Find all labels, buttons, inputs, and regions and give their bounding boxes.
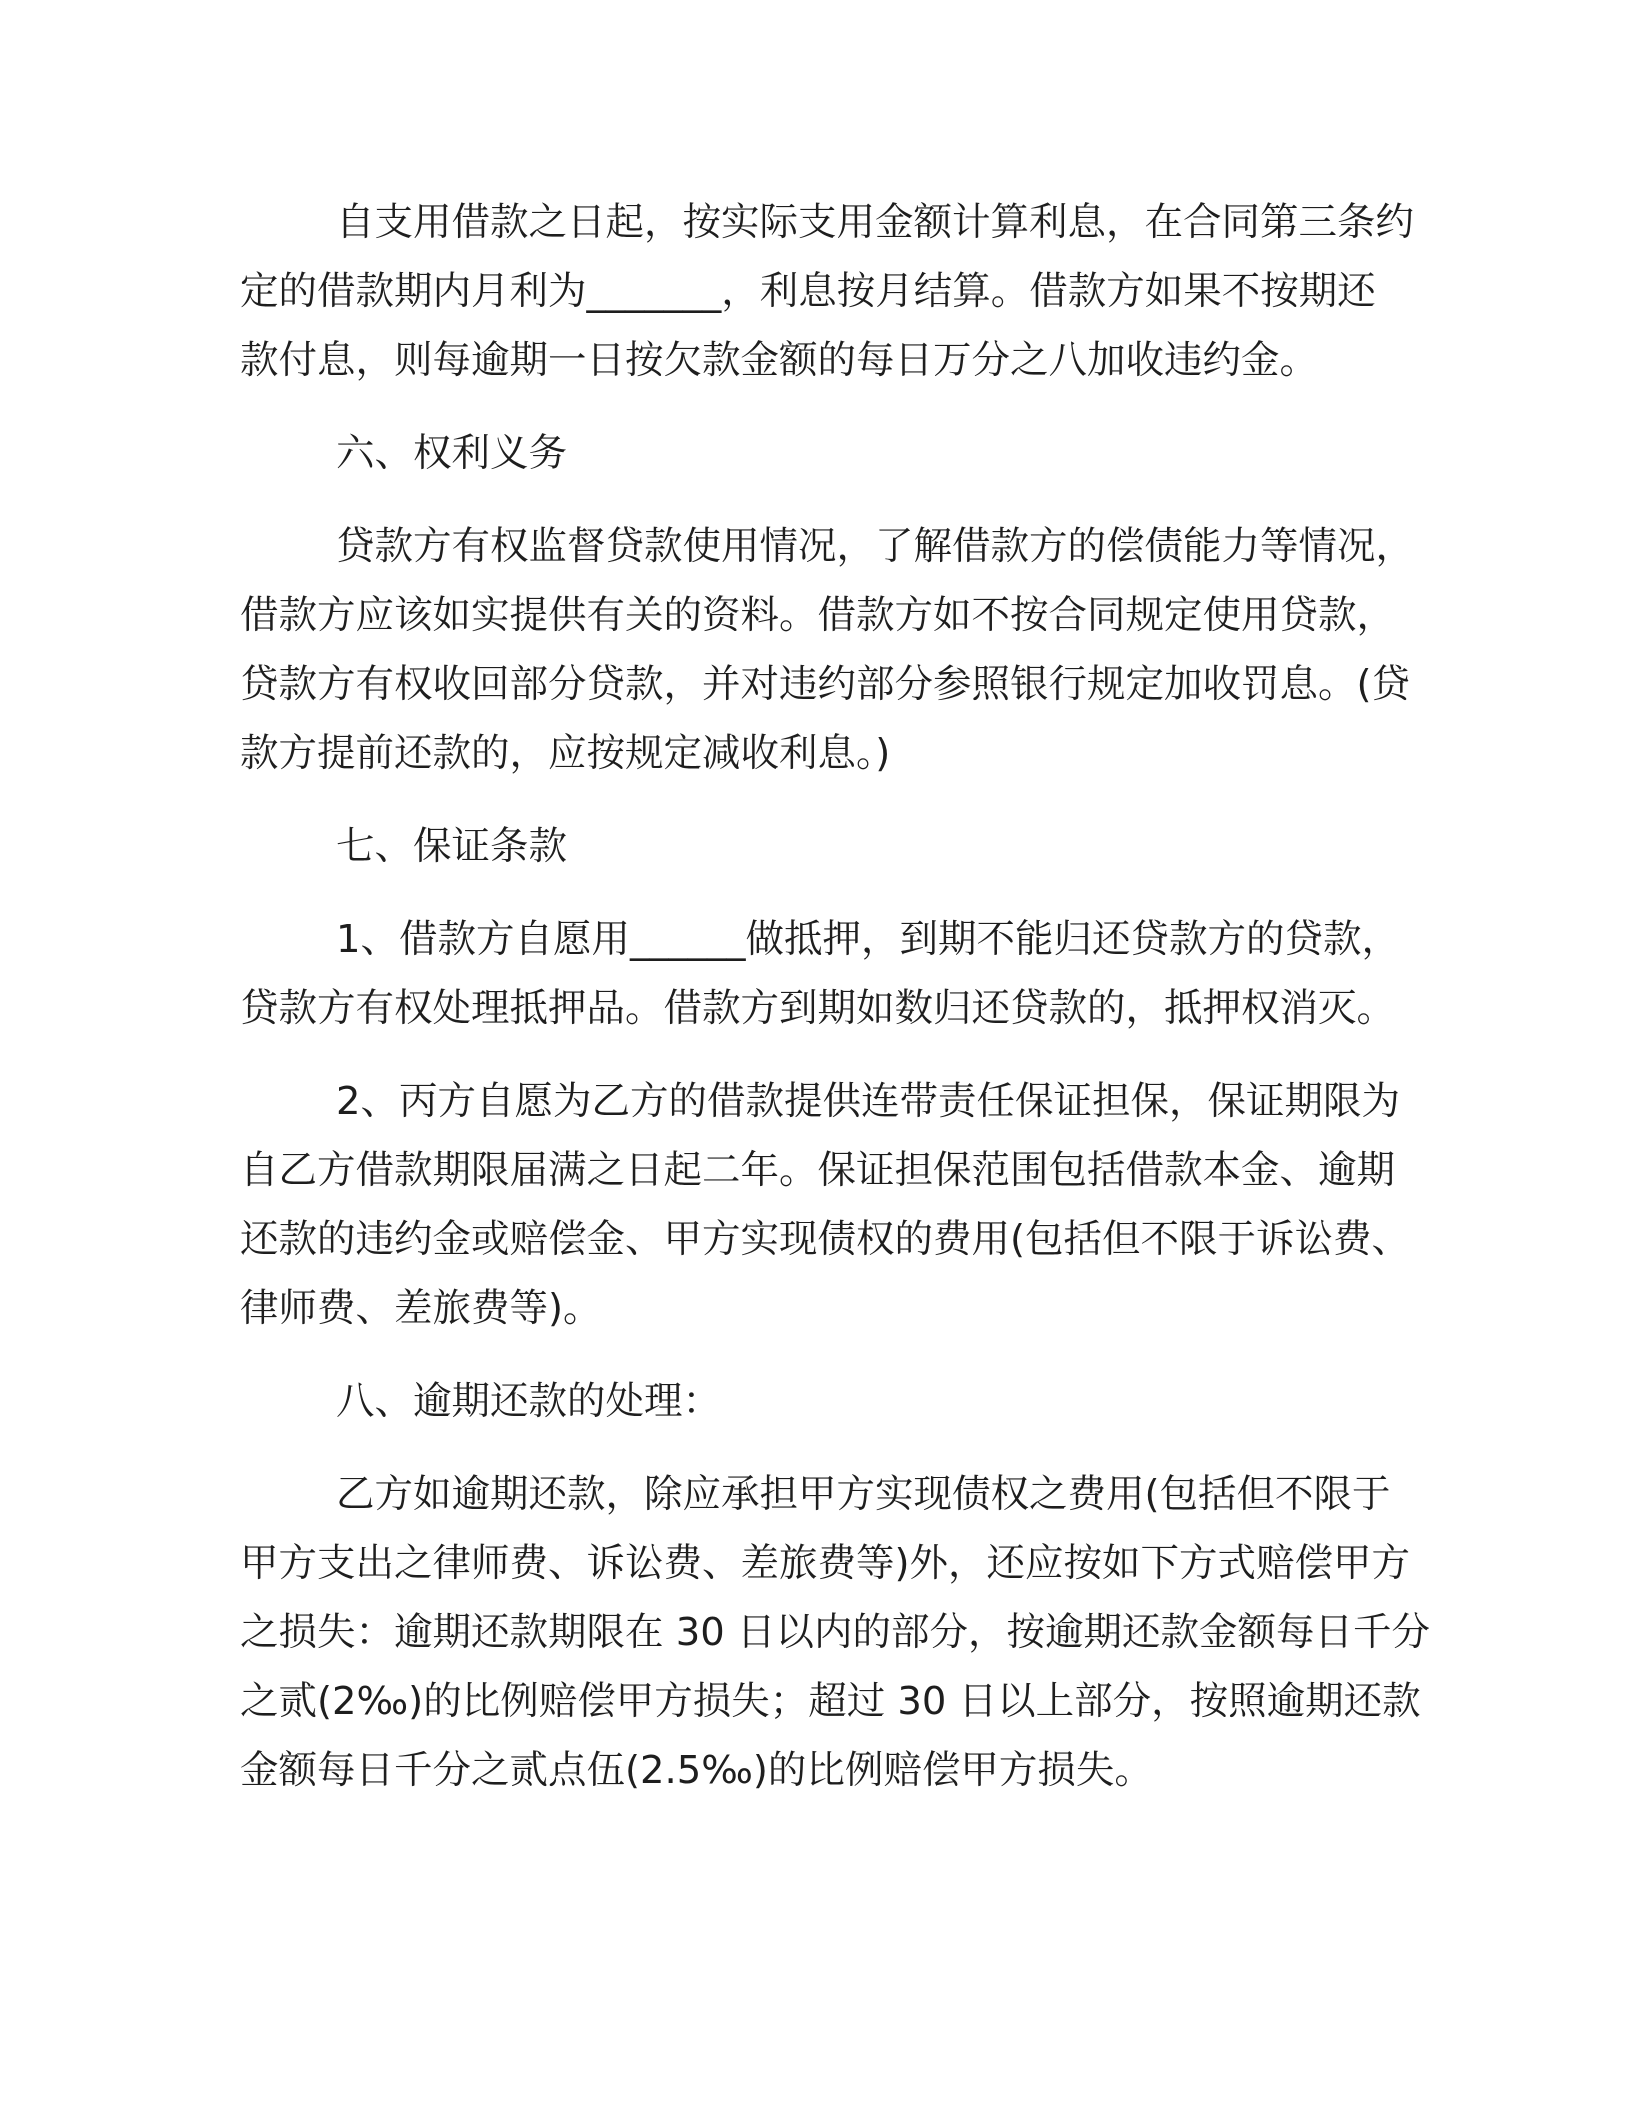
text-line: 款付息，则每逾期一日按欠款金额的每日万分之八加收违约金。 — [240, 338, 1319, 383]
paragraph-guarantee-2 — [240, 1067, 1411, 1343]
text-line: 还款的违约金或赔偿金、甲方实现债权的费用(包括但不限于诉讼费、 — [240, 1217, 1411, 1262]
text-line: 律师费、差旅费等)。 — [240, 1286, 602, 1331]
text-line: 贷款方有权监督贷款使用情况，了解借款方的偿债能力等情况， — [336, 524, 1415, 569]
document-body — [240, 188, 1430, 1829]
text-line: 借款方应该如实提供有关的资料。借款方如不按合同规定使用贷款， — [240, 593, 1396, 638]
text-line: 甲方支出之律师费、诉讼费、差旅费等)外，还应按如下方式赔偿甲方 — [240, 1541, 1411, 1586]
section-heading-rights: 六、权利义务 — [336, 431, 568, 476]
text-line: 贷款方有权处理抵押品。借款方到期如数归还贷款的，抵押权消灭。 — [240, 986, 1396, 1031]
text-line: 1、借款方自愿用______做抵押，到期不能归还贷款方的贷款， — [336, 917, 1400, 962]
text-line: 定的借款期内月利为_______，利息按月结算。借款方如果不按期还 — [240, 269, 1376, 314]
text-line: 自支用借款之日起，按实际支用金额计算利息，在合同第三条约 — [336, 200, 1415, 245]
paragraph-interest — [240, 188, 1415, 395]
text-line: 贷款方有权收回部分贷款，并对违约部分参照银行规定加收罚息。(贷 — [240, 662, 1411, 707]
text-line: 之损失：逾期还款期限在 30 日以内的部分，按逾期还款金额每日千分 — [240, 1610, 1430, 1655]
text-line: 乙方如逾期还款，除应承担甲方实现债权之费用(包括但不限于 — [336, 1472, 1391, 1517]
text-line: 款方提前还款的，应按规定减收利息。) — [240, 731, 891, 776]
text-line: 之贰(2‰)的比例赔偿甲方损失；超过 30 日以上部分，按照逾期还款 — [240, 1679, 1421, 1724]
paragraph-overdue — [240, 1460, 1430, 1805]
text-line: 自乙方借款期限届满之日起二年。保证担保范围包括借款本金、逾期 — [240, 1148, 1396, 1193]
paragraph-guarantee-1 — [240, 905, 1400, 1043]
paragraph-rights — [240, 512, 1415, 788]
section-heading-overdue: 八、逾期还款的处理： — [336, 1379, 722, 1424]
section-heading-guarantee: 七、保证条款 — [336, 824, 568, 869]
text-line: 2、丙方自愿为乙方的借款提供连带责任保证担保，保证期限为 — [336, 1079, 1400, 1124]
text-line: 金额每日千分之贰点伍(2.5‰)的比例赔偿甲方损失。 — [240, 1748, 1153, 1793]
